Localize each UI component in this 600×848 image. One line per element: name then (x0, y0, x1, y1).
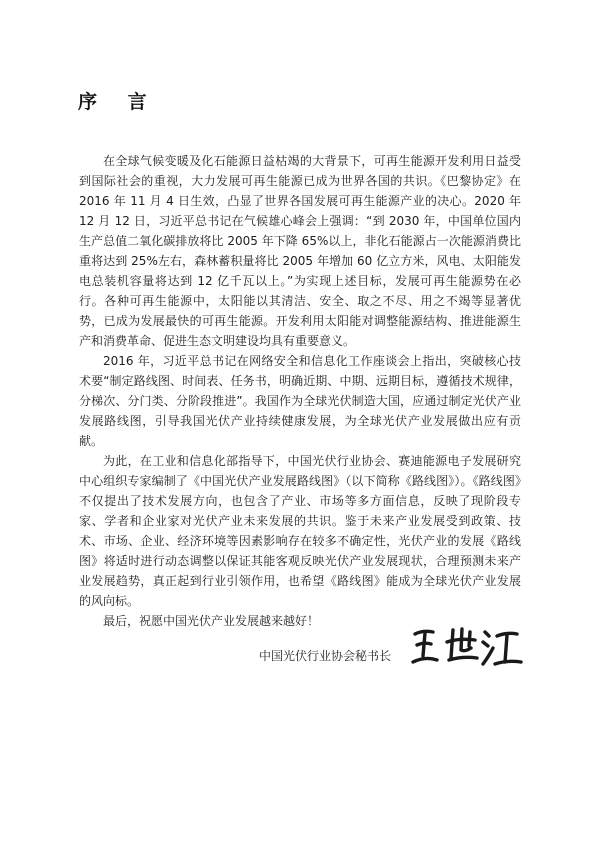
signature-title: 中国光伏行业协会秘书长 (259, 649, 392, 663)
paragraph: 在全球气候变暖及化石能源日益枯竭的大背景下，可再生能源开发利用日益受到国际社会的重视，大力发展可再生能源已成为世界各国的共识。《巴黎协定》在 2016 年 11 月 4 日生效，凸显了世界各国发展可再生能源产业的决心。2020 年 12 月 12 日，习近平总书记在气候雄心峰会上强调：“到 2030 年，中国单位国内生产总值二氧化碳排放将比 2005 年下降 65%以上，非化石能源占一次能源消费比重将达到 25%左右，森林蓄积量将比 2005 年增加 60 亿立方米，风电、太阳能发电总装机容量将达到 12 亿千瓦以上。”为实现上述目标，发展可再生能源势在必行。各种可再生能源中，太阳能以其清洁、安全、取之不尽、用之不竭等显著优势，已成为发展最快的可再生能源。开发利用太阳能对调整能源结构、推进能源生产和消费革命、促进生态文明建设均具有重要意义。 (79, 154, 521, 348)
paragraph: 为此，在工业和信息化部指导下，中国光伏行业协会、赛迪能源电子发展研究中心组织专家编制了《中国光伏产业发展路线图》（以下简称《路线图》）。《路线图》不仅提出了技术发展方向，也包含了产业、市场等多方面信息，反映了现阶段专家、学者和企业家对光伏产业未来发展的共识。鉴于未来产业发展受到政策、技术、市场、企业、经济环境等因素影响存在较多不确定性，光伏产业的发展《路线图》将适时进行动态调整以保证其能客观反映光伏产业发展现状，合理预测未来产业发展趋势，真正起到行业引领作用，也希望《路线图》能成为全球光伏产业发展的风向标。 (79, 454, 521, 608)
page-title: 序 言 (78, 91, 159, 113)
paragraph: 2016 年，习近平总书记在网络安全和信息化工作座谈会上指出，突破核心技术要“制定路线图、时间表、任务书，明确近期、中期、远期目标，遵循技术规律，分梯次、分门类、分阶段推进”。我国作为全球光伏制造大国，应通过制定光伏产业发展路线图，引导我国光伏产业持续健康发展，为全球光伏产业发展做出应有贡献。 (79, 354, 521, 448)
handwritten-signature (409, 620, 523, 678)
preface-body (79, 151, 521, 631)
paragraph: 最后，祝愿中国光伏产业发展越来越好！ (103, 614, 320, 628)
signature-block (259, 620, 523, 680)
